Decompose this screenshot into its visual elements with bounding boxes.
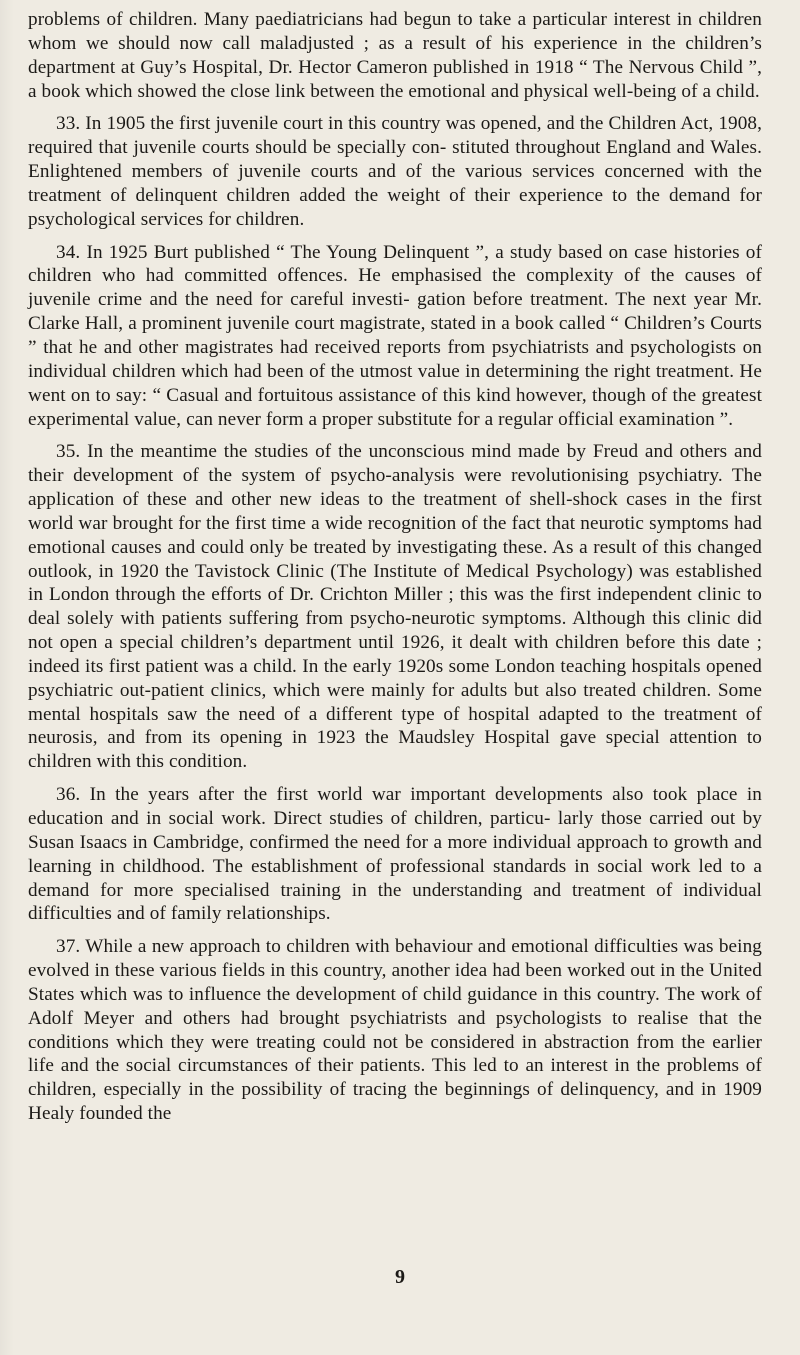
paragraph-33: 33. In 1905 the first juvenile court in this country was opened, and the Children Act, 1908, required that juvenile courts should be specially con- stituted throughout England and Wales. Enlightened members of juvenile courts and of the various services concerned with the treatment of delinquent children added the weight of their experience to the demand for psychological services for children. bbox=[28, 113, 762, 230]
paragraph-continued: problems of children. Many paediatricians had begun to take a particular interest in children whom we should now call maladjusted ; as a result of his experience in the children’s department at Guy’s Hospital, Dr. Hector Cameron published in 1918 “ The Nervous Child ”, a book which showed the close link between the emotional and physical well-being of a child. bbox=[28, 9, 762, 102]
paragraph-35: 35. In the meantime the studies of the unconscious mind made by Freud and others and their development of the system of psycho-analysis were revolutionising psychiatry. The application of these and other new ideas to the treatment of shell-shock cases in the first world war brought for the first time a wide recognition of the fact that neurotic symptoms had emotional causes and could only be treated by investigating these. As a result of this changed outlook, in 1920 the Tavistock Clinic (The Institute of Medical Psychology) was established in London through the efforts of Dr. Crichton Miller ; this was the first independent clinic to deal solely with patients suffering from psycho-neurotic symptoms. Although this clinic did not open a special children’s department until 1926, it dealt with children before this date ; indeed its first patient was a child. In the early 1920s some London teaching hospitals opened psychiatric out-patient clinics, which were mainly for adults but also treated children. Some mental hospitals saw the need of a different type of hospital adapted to the treatment of neurosis, and from its opening in 1923 the Maudsley Hospital gave special attention to children with this condition. bbox=[28, 441, 762, 773]
paragraph-37: 37. While a new approach to children with behaviour and emotional difficulties was being evolved in these various fields in this country, another idea had been worked out in the United States which was to influence the development of child guidance in this country. The work of Adolf Meyer and others had brought psychiatrists and psychologists to realise that the conditions which they were treating could not be considered in abstraction from the earlier life and the social circumstances of their patients. This led to an interest in the problems of children, especially in the possibility of tracing the beginnings of delinquency, and in 1909 Healy founded the bbox=[28, 936, 762, 1125]
page-edge-shadow bbox=[0, 0, 14, 1355]
document-body bbox=[28, 8, 762, 1135]
paragraph-36: 36. In the years after the first world war important developments also took place in education and in social work. Direct studies of children, particu- larly those carried out by Susan Isaacs in Cambridge, confirmed the need for a more individual approach to growth and learning in childhood. The establishment of professional standards in social work led to a demand for more specialised training in the understanding and treatment of individual difficulties and of family relationships. bbox=[28, 784, 762, 925]
page-number: 9 bbox=[395, 1266, 405, 1288]
paragraph-34: 34. In 1925 Burt published “ The Young Delinquent ”, a study based on case histories of children who had committed offences. He emphasised the complexity of the causes of juvenile crime and the need for careful investi- gation before treatment. The next year Mr. Clarke Hall, a prominent juvenile court magistrate, stated in a book called “ Children’s Courts ” that he and other magistrates had received reports from psychiatrists and psychologists on individual children which had been of the utmost value in determining the right treatment. He went on to say: “ Casual and fortuitous assistance of this kind however, though of the greatest experimental value, can never form a proper substitute for a regular official examination ”. bbox=[28, 241, 762, 430]
